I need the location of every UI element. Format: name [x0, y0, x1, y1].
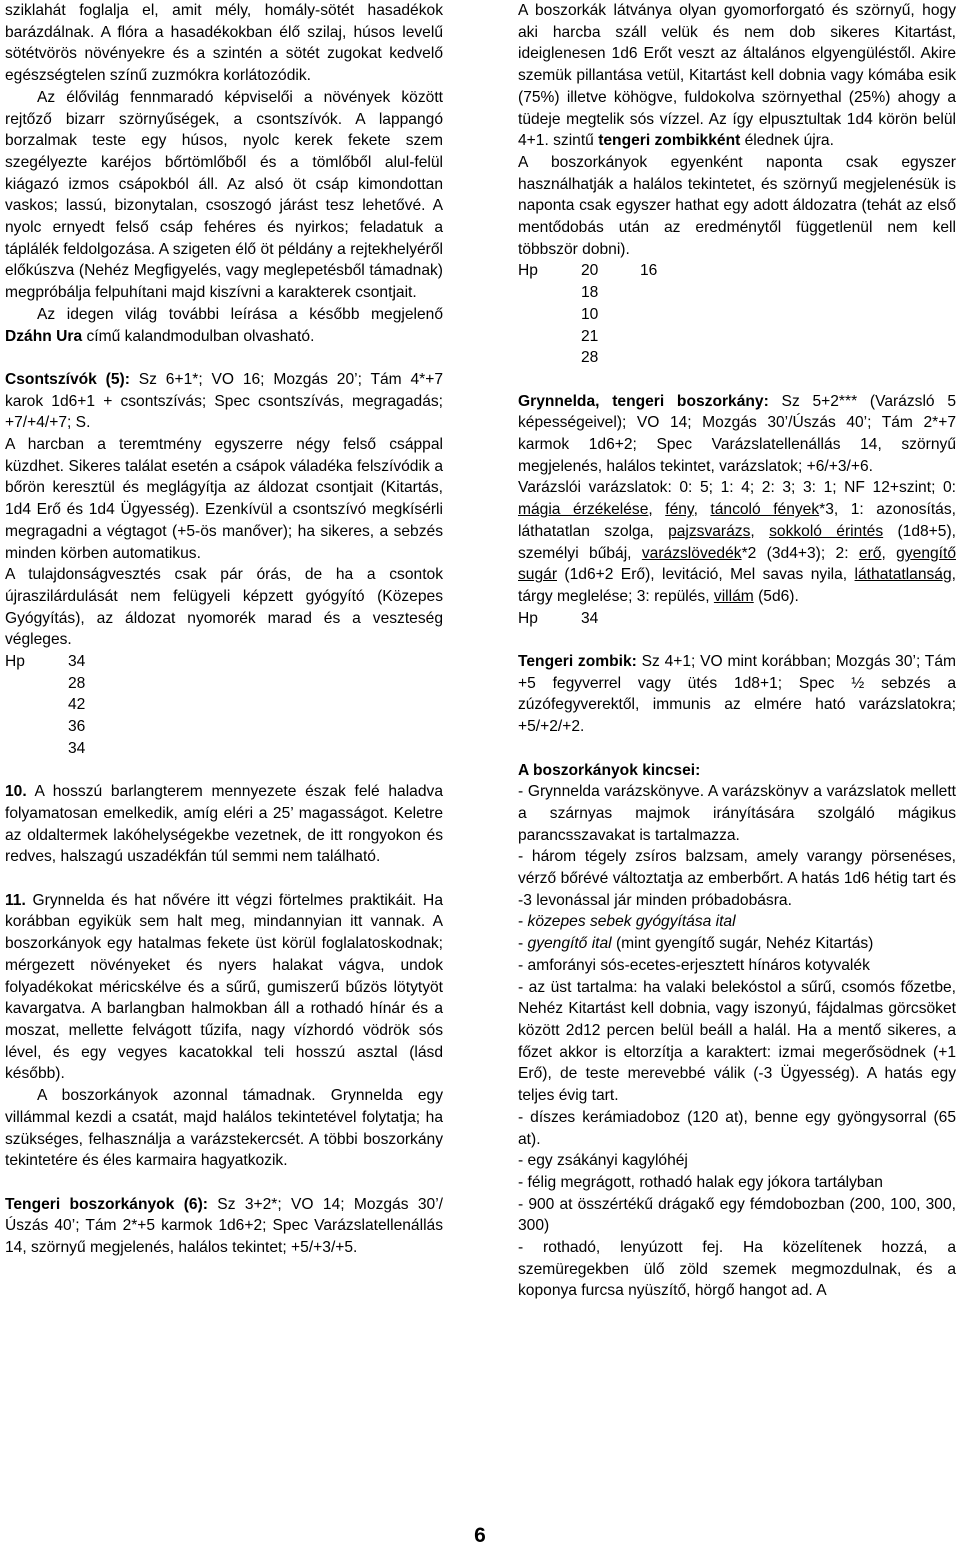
hp-label: Hp [518, 609, 538, 627]
hp-value: 18 [581, 284, 599, 302]
sea-zombies-name: Tengeri zombik: [518, 653, 637, 671]
sea-zombies-term: tengeri zombikként [598, 132, 741, 150]
section-11: 11. Grynnelda és hat nővére itt végzi förtelmes praktikáit. Ha korábban egyikük sem halt meg, mindannyian itt vannak. A boszorkányok egy hatalmas fekete üst körül foglalatoskodnak; mérgezett növényeket és nyers halakat vágva, undok folyadékokat méricskélve és a sűrű, gumiszerű bűzös lötytyöt kavargatva. A barlangban halmokban áll a rothadó hínár és a moszat, mellette felvágott tűzifa, nagy vízhordó vödrök sós lével, és egy vegyes kacatokkal teli hosszú asztal (lásd később). [5, 891, 443, 1083]
treasure-item: - Grynnelda varázskönyve. A varázskönyv a varázslatok mellett a szárnyas majmok irányítására szolgáló mágikus parancsszavakat is tartalmazza. [518, 783, 956, 844]
hp-value: 36 [68, 718, 86, 736]
section-11-number: 11. [5, 891, 26, 909]
intro-paragraph: sziklahát foglalja el, amit mély, homály-sötét hasadékok barázdálnak. A flóra a hasadékokban élő szilaj, húsos levelű sötétvörös növényekre és a szintén a sötét zugokat kedvelő egészségtelen színű zuzmókra korlátozódik. [5, 2, 443, 85]
hp-value: 10 [581, 305, 599, 323]
spell: táncoló fények [710, 501, 820, 519]
treasure-item: - három tégely zsíros balzsam, amely varangy pörsenéses, vérző bőrévé változtatja az emberbőrt. A hatás 1d6 hétig tart és -3 levonással jár minden próbadobásra. [518, 848, 956, 909]
treasure-item: - az üst tartalma: ha valaki belekóstol a sűrű, csomós főzetbe, Nehéz Kitartást kell dobnia, vagy iszonyú, fájdalmas görcsöket között 2d12 percen belül beáll a halál. Ha a mentő sikeres, a főzet akkor is eltorzítja a karaktert: izmai megerősödnek (+1 Erő), de teste merevebbé válik (-3 Ügyesség). A hatás egy teljes évig tart. [518, 978, 956, 1105]
creatures-paragraph: Az élővilág fennmaradó képviselői a növények között rejtőző bizarr szörnyűségek, a csontszívók. A lappangó borzalmak teste egy húsos, nyolc kerek fekete szem szegélyezte karéjos bőrtömlőből és a tömlőből alul-felül kiágazó izmos csápokból áll. Az alsó öt csáp kimondottan vaskos; lassú, bizonytalan, csoszogó járást tesz lehetővé. A nyolc ernyedt felső csáp fehéres és nyirkos; feladatuk a táplálék feldolgozása. A szigeten élő öt példány a rejtekhelyéről előkúszva (Nehéz Megfigyelés, vagy meglepetésből támadnak) megpróbálja felpuhítani majd kiszívni a karakterek csontjait. [5, 88, 443, 302]
treasure-item: - félig megrágott, rothadó halak egy jókora tartályban [518, 1173, 883, 1191]
sea-zombies-statblock: Tengeri zombik: Sz 4+1; VO mint korábban; Mozgás 30’; Tám +5 fegyverrel vagy ütés 1d8+1; Spec ½ sebzés a zúzófegyverektől, immunis az elmére ható varázslatokra; +5/+2/+2. [518, 653, 956, 736]
module-reference: Az idegen világ további leírása a később megjelenő Dzáhn Ura című kalandmodulban olvasható. [5, 305, 443, 345]
spell: villám [713, 587, 754, 605]
spell: gyengítő sugár [518, 544, 956, 584]
treasure-item: - díszes kerámiadoboz (120 at), benne egy gyöngysorral (65 at). [518, 1108, 956, 1148]
csontszivo-name: Csontszívók (5): [5, 370, 130, 388]
sea-hags-hp-list [518, 260, 956, 369]
hp-value: 34 [68, 653, 86, 671]
spell: fény [665, 501, 694, 519]
left-column [5, 0, 443, 1259]
grynnelda-statblock: Grynnelda, tengeri boszorkány: Sz 5+2*** (Varázsló 5 képességeivel); VO 14; Mozgás 30’/Úszás 40’; Tám 2*+7 karmok 1d6+2; Spec Varázslatellenállás 14, szörnyű megjelenés, halálos tekintet, varázslatok; +6/+3/+6. [518, 392, 957, 475]
hp-value: 21 [581, 327, 599, 345]
hp-value: 34 [68, 739, 86, 757]
hp-value: 16 [640, 262, 658, 280]
hp-value: 20 [581, 262, 599, 280]
spell: mágia érzékelése [518, 501, 649, 519]
csontszivo-combat: A harcban a teremtmény egyszerre négy felső csáppal küzdhet. Sikeres találat esetén a csápok váladéka felszívódik a bőrön keresztül és meglágyítja az áldozat csontjait (Kitartás, 1d4 Erő és 1d4 Ügyesség). Ezenkívül a csontszívó megkísérli megragadni a végtagot (+5-ös manőver); ha sikeres, a sebzés minden körben automatikus. [5, 436, 443, 562]
hp-value: 42 [68, 696, 86, 714]
treasure-item: - egy zsákányi kagylóhéj [518, 1152, 688, 1170]
treasure-item: - amforányi sós-ecetes-erjesztett hínáros kotyvalék [518, 956, 870, 974]
csontszivo-statblock: Csontszívók (5): Sz 6+1*; VO 16; Mozgás 20’; Tám 4*+7 karok 1d6+1 + csontszívás; Spec csontszívás, megragadás; +7/+4/+7; S. [5, 370, 443, 432]
grynnelda-name: Grynnelda, tengeri boszorkány: [518, 392, 769, 410]
hp-value: 34 [581, 609, 599, 627]
right-column [518, 0, 956, 1302]
spell: erő [858, 544, 882, 562]
spell: pajzsvarázs [668, 522, 751, 540]
hag-gaze-rules: A boszorkányok egyenként naponta csak egyszer használhatják a halálos tekintetet, és szörnyű megjelenésük is naponta csak egyszer hathat egy adott áldozatra (tehát az első mentődobás után az eredménytől függetlenül nem kell többször dobni). [518, 153, 956, 258]
treasure-item: - rothadó, lenyúzott fej. Ha közelítenek hozzá, a szemüregekben ülő zöld szemek megmozdulnak, és a koponya furcsa nyüszítő, hörgő hangot ad. A [518, 1239, 956, 1300]
treasure-item: - gyengítő ital (mint gyengítő sugár, Nehéz Kitartás) [518, 935, 874, 953]
module-title: Dzáhn Ura [5, 327, 83, 345]
section-10-number: 10. [5, 783, 27, 801]
grynnelda-hp [518, 608, 956, 630]
hp-value: 28 [581, 349, 599, 367]
section-11-attack: A boszorkányok azonnal támadnak. Grynnelda egy villámmal kezdi a csatát, majd halálos tekintetével folytatja; ha szükséges, felhasználja a varázstekercsét. A többi boszorkány tekintetére és éles karmaira hagyatkozik. [5, 1087, 443, 1170]
grynnelda-spells: Varázslói varázslatok: 0: 5; 1: 4; 2: 3; 3: 1; NF 12+szint; 0: mágia érzékelése, fény, táncoló fények*3, 1: azonosítás, láthatatlan szolga, pajzsvarázs, sokkoló érintés (1d8+5), személyi bűbáj, varázslövedék*2 (3d4+3); 2: erő, gyengítő sugár (1d6+2 Erő), levitáció, Mel savas nyila, láthatatlanság, tárgy meglelése; 3: repülés, villám (5d6). [518, 479, 956, 605]
spell: sokkoló érintés [769, 522, 884, 540]
csontszivo-loss: A tulajdonságvesztés csak pár órás, de ha a csontok újraszilárdulását nem felügyeli képzett gyógyító (Közepes Gyógyítás), az áldozat nyomorék marad és a veszteség végleges. [5, 566, 443, 649]
sea-hags-name: Tengeri boszorkányok (6): [5, 1195, 208, 1213]
treasure-item: - 900 at összértékű drágakő egy fémdobozban (200, 100, 300, 300) [518, 1195, 956, 1235]
section-10: 10. A hosszú barlangterem mennyezete észak felé haladva folyamatosan emelkedik, amíg eléri a 25’ magasságot. Keletre az oldaltermek lakóhelységekbe vezetnek, de itt rongyokon és redves, halszagú uszadékfán túl semmi nem található. [5, 783, 443, 866]
hag-appearance: A boszorkák látványa olyan gyomorforgató és szörnyű, hogy aki harcba száll velük és nem dob sikeres Kitartást, ideiglenesen 1d6 Erőt veszt az általános elgyengüléstől. Akire szemük pillantása vetül, Kitartást kell dobnia vagy kómába esik (75%) illetve köhögve, fuldokolva szörnyethal (25%) ahogy a tüdeje megtelik sós vízzel. Az így elpusztultak 1d4 körön belül 4+1. szintű tengeri zombikként élednek újra. [518, 2, 956, 150]
spell: láthatatlanság [854, 566, 952, 584]
hp-value: 28 [68, 674, 86, 692]
hp-label: Hp [518, 262, 538, 280]
treasure-item: - közepes sebek gyógyítása ital [518, 913, 736, 931]
spell: varázslövedék [641, 544, 742, 562]
hp-label: Hp [5, 653, 25, 671]
page-number: 6 [474, 1524, 486, 1547]
sea-hags-statblock: Tengeri boszorkányok (6): Sz 3+2*; VO 14; Mozgás 30’/Úszás 40’; Tám 2*+5 karmok 1d6+2; Spec Varázslatellenállás 14, szörnyű megjelenés, halálos tekintet; +5/+3/+5. [5, 1195, 443, 1257]
csontszivo-hp-list [5, 651, 443, 760]
treasure-title: A boszorkányok kincsei: [518, 761, 701, 779]
